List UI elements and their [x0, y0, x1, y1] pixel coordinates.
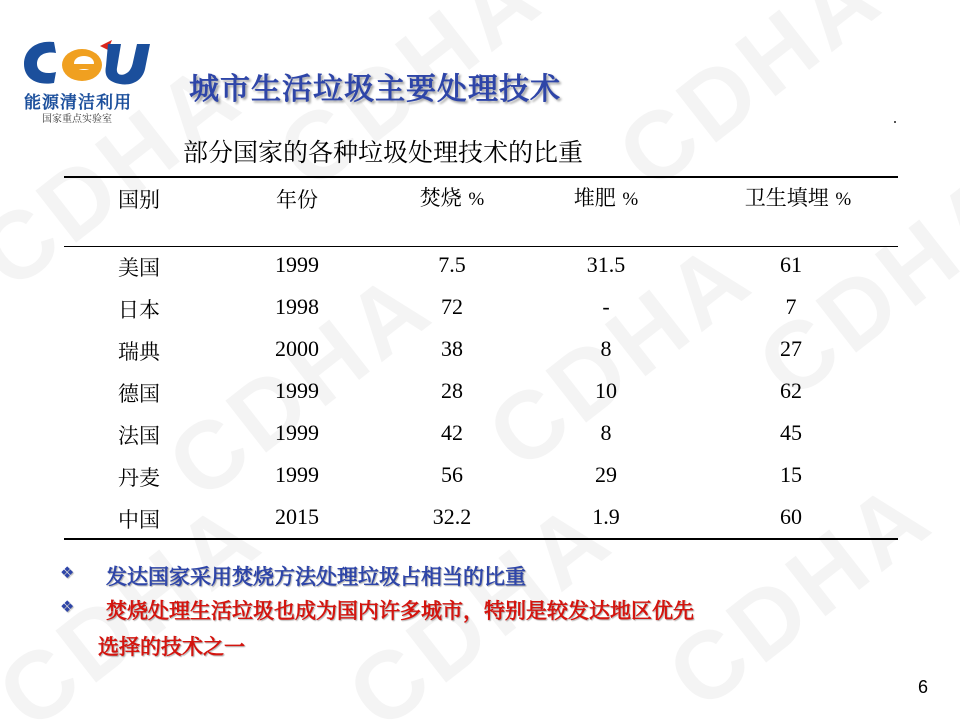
cell-country: 德国 [118, 382, 160, 406]
bullet-text: 发达国家采用焚烧方法处理垃圾占相当的比重 [106, 565, 526, 589]
cell-landfill: 7 [785, 294, 797, 319]
cell-compost: 1.9 [592, 504, 620, 529]
cell-country: 中国 [118, 508, 160, 532]
cell-country: 美国 [118, 256, 160, 280]
cell-country: 日本 [118, 298, 160, 322]
table-header-rule [64, 246, 898, 247]
cell-incineration: 28 [441, 378, 463, 403]
cell-incineration: 56 [441, 462, 463, 487]
logo-name: 能源清洁利用 [24, 93, 132, 113]
page-number: 6 [918, 677, 929, 697]
cell-country: 法国 [118, 424, 160, 448]
diamond-bullet-icon: ❖ [60, 563, 75, 582]
cell-year: 1999 [275, 378, 319, 403]
cell-country: 丹麦 [118, 466, 160, 490]
cell-landfill: 61 [780, 252, 802, 277]
logo-subtitle: 国家重点实验室 [42, 114, 112, 125]
cell-landfill: 62 [780, 378, 802, 403]
cell-year: 1998 [275, 294, 319, 319]
cell-year: 1999 [275, 462, 319, 487]
cell-compost: - [602, 294, 610, 319]
cell-landfill: 15 [780, 462, 802, 487]
table-top-rule [64, 176, 898, 178]
cell-year: 2015 [275, 504, 319, 529]
header-incineration: 焚烧 % [419, 186, 485, 210]
cell-landfill: 60 [780, 504, 802, 529]
watermark-text [598, 0, 903, 211]
slide-title: 城市生活垃圾主要处理技术 [189, 72, 561, 107]
cell-compost: 31.5 [586, 252, 626, 277]
cell-landfill: 27 [780, 336, 802, 361]
cell-compost: 8 [600, 420, 612, 445]
cell-compost: 29 [595, 462, 617, 487]
diamond-bullet-icon: ❖ [60, 597, 75, 616]
cell-landfill: 45 [780, 420, 802, 445]
decorative-dot [894, 121, 896, 123]
cell-incineration: 7.5 [438, 252, 466, 277]
table-caption: 部分国家的各种垃圾处理技术的比重 [183, 138, 584, 167]
header-compost: 堆肥 % [573, 186, 639, 210]
cell-compost: 10 [595, 378, 617, 403]
table-bottom-rule [64, 538, 898, 540]
header-year: 年份 [276, 188, 318, 212]
cell-incineration: 32.2 [432, 504, 472, 529]
bullet-text-continued: 选择的技术之一 [98, 635, 245, 659]
cell-incineration: 42 [441, 420, 463, 445]
bullet-text: 焚烧处理生活垃圾也成为国内许多城市，特别是较发达地区优先 [106, 599, 694, 623]
cell-year: 1999 [275, 420, 319, 445]
cell-incineration: 38 [441, 336, 463, 361]
header-landfill: 卫生填埋 % [744, 186, 852, 210]
cell-incineration: 72 [441, 294, 463, 319]
cell-year: 2000 [275, 336, 319, 361]
cell-year: 1999 [275, 252, 319, 277]
cell-country: 瑞典 [118, 340, 160, 364]
watermark-text [648, 459, 953, 720]
cell-compost: 8 [600, 336, 612, 361]
ceu-logo-mark [20, 36, 160, 88]
lab-logo [16, 36, 161, 126]
header-country: 国别 [118, 188, 160, 212]
